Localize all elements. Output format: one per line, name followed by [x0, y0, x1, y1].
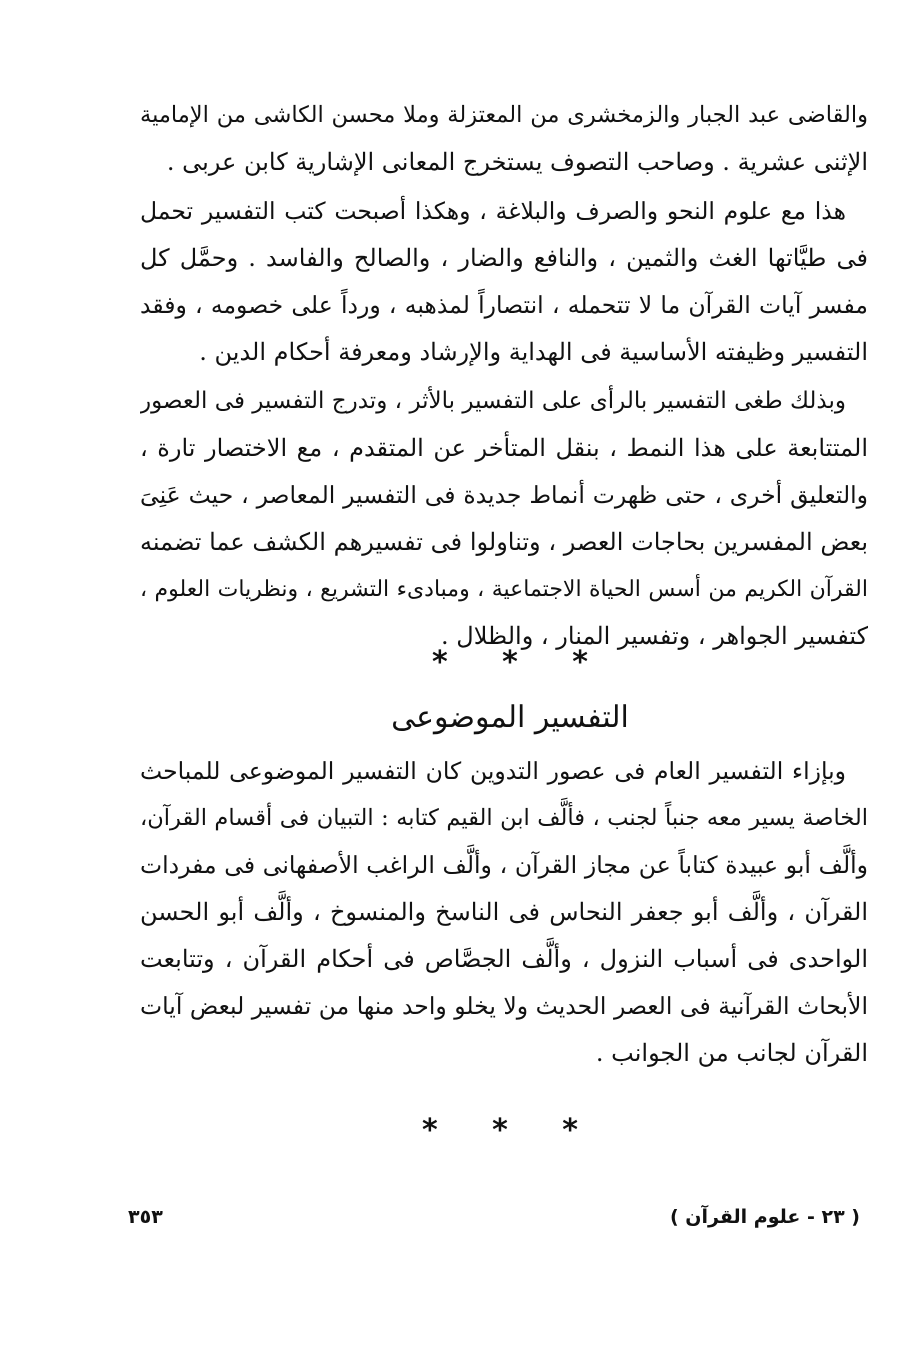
text-line: هذا مع علوم النحو والصرف والبلاغة ، وهكذا أصبحت كتب التفسير تحمل — [140, 197, 846, 225]
paragraph-4 — [140, 748, 868, 1077]
paragraph-1 — [140, 92, 868, 186]
text-line: التفسير وظيفته الأساسية فى الهداية والإرشاد ومعرفة أحكام الدين . — [199, 338, 868, 366]
text-line: المتتابعة على هذا النمط ، بنقل المتأخر عن المتقدم ، مع الاختصار تارة ، — [140, 434, 868, 462]
page-number: ٣٥٣ — [128, 1206, 163, 1228]
text-line: الإثنى عشرية . وصاحب التصوف يستخرج المعانى الإشارية كابن عربى . — [166, 148, 868, 176]
section-separator: * * * — [432, 645, 588, 680]
text-line: والتعليق أخرى ، حتى ظهرت أنماط جديدة فى التفسير المعاصر ، حيث عَنِىَ — [140, 481, 868, 509]
text-line: كتفسير الجواهر ، وتفسير المنار ، والظلال . — [441, 622, 868, 650]
text-line: القرآن لجانب من الجوانب . — [595, 1039, 868, 1067]
text-line: وبذلك طغى التفسير بالرأى على التفسير بالأثر ، وتدرج التفسير فى العصور — [140, 388, 846, 414]
text-line: الأبحاث القرآنية فى العصر الحديث ولا يخلو واحد منها من تفسير لبعض آيات — [140, 992, 868, 1020]
text-line: والقاضى عبد الجبار والزمخشرى من المعتزلة وملا محسن الكاشى من الإمامية — [140, 102, 868, 128]
text-line: بعض المفسرين بحاجات العصر ، وتناولوا فى تفسيرهم الكشف عما تضمنه — [140, 528, 868, 556]
text-line: القرآن ، وألَّف أبو جعفر النحاس فى الناسخ والمنسوخ ، وألَّف أبو الحسن — [140, 898, 868, 926]
footer-signature-note: ( ٢٣ - علوم القرآن ) — [670, 1206, 860, 1228]
text-line: القرآن الكريم من أسس الحياة الاجتماعية ، ومبادىء التشريع ، ونظريات العلوم ، — [140, 577, 868, 602]
text-line: وبإزاء التفسير العام فى عصور التدوين كان التفسير الموضوعى للمباحث — [140, 757, 846, 785]
section-heading: التفسير الموضوعى — [391, 700, 629, 735]
text-line: وألَّف أبو عبيدة كتاباً عن مجاز القرآن ، وألَّف الراغب الأصفهانى فى مفردات — [140, 851, 868, 879]
text-line: الخاصة يسير معه جنباً لجنب ، فألَّف ابن القيم كتابه : التبيان فى أقسام القرآن، — [140, 805, 868, 831]
paragraph-2 — [140, 188, 868, 376]
end-separator: * * * — [422, 1113, 578, 1148]
text-line: فى طيَّاتها الغث والثمين ، والنافع والضار ، والصالح والفاسد . وحمَّل كل — [140, 244, 868, 272]
paragraph-3 — [140, 378, 868, 660]
text-line: الواحدى فى أسباب النزول ، وألَّف الجصَّاص فى أحكام القرآن ، وتتابعت — [140, 945, 868, 973]
text-line: مفسر آيات القرآن ما لا تتحمله ، انتصاراً لمذهبه ، ورداً على خصومه ، وفقد — [140, 291, 868, 319]
